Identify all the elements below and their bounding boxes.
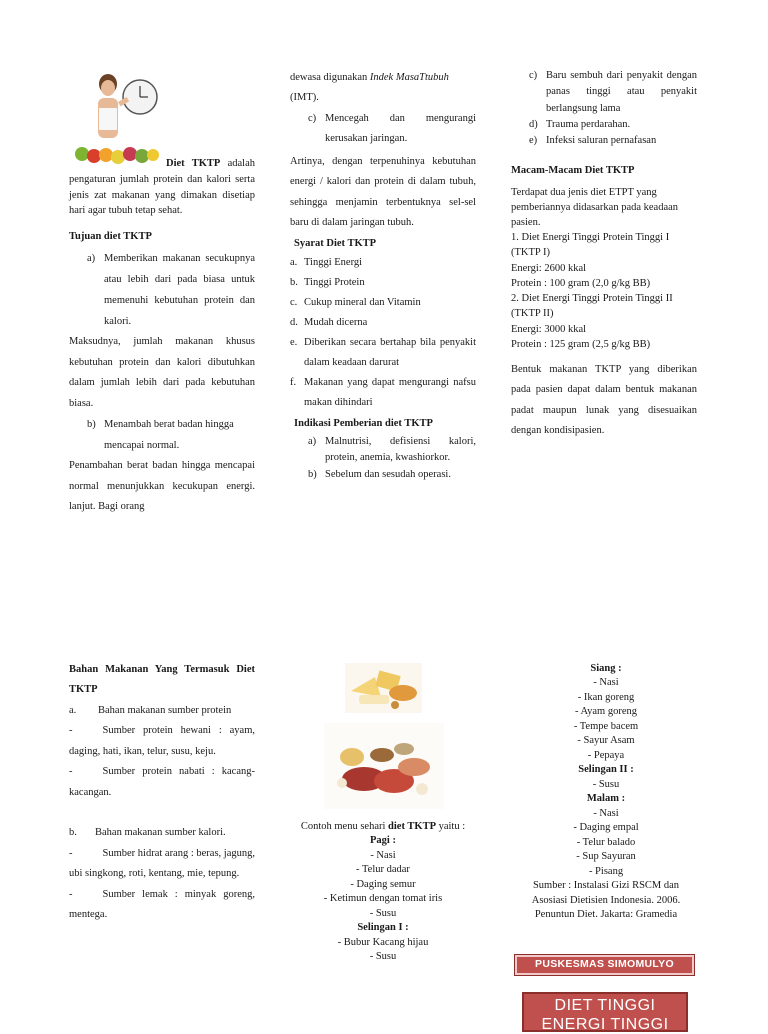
bahan-a-text: Bahan makanan sumber protein xyxy=(98,704,232,716)
item-c-text: Mencegah dan mengurangi kerusakan jaringan. xyxy=(325,112,476,145)
bahan-a1-text: Sumber protein hewani : ayam, daging, hati, ikan, telur, susu, keju. xyxy=(69,725,255,757)
menu-item: - Pepaya xyxy=(587,749,625,761)
list-marker: a. xyxy=(69,704,77,716)
bahan-b2 xyxy=(69,885,255,926)
list-item xyxy=(290,467,476,484)
bahan-b2-text: Sumber lemak : minyak goreng, mentega. xyxy=(69,888,255,921)
cover-title: DIET TINGGI ENERGI TINGGI xyxy=(522,992,688,1032)
list-item-text: Diberikan secara bertahap bila penyakit dalam keadaan darurat xyxy=(304,336,476,368)
imt-italic: Indek MasaTtubuh xyxy=(369,72,449,83)
list-marker: a) xyxy=(308,435,317,447)
macam-line: Energi: 2600 kkal xyxy=(511,262,587,274)
menu-item: - Ayam goreng xyxy=(574,706,638,718)
menu-item: - Susu xyxy=(592,778,620,790)
bahan-a1 xyxy=(69,721,255,762)
list-item xyxy=(511,68,697,117)
list-marker: c) xyxy=(308,112,317,124)
menu-item: - Telur dadar xyxy=(356,864,410,876)
siang-title: Siang : xyxy=(590,663,622,674)
siang-list xyxy=(510,676,702,763)
menu-item: - Daging semur xyxy=(350,878,416,890)
macam-line: Protein : 125 gram (2,5 g/kg BB) xyxy=(511,338,651,350)
list-item-text: Tinggi Energi xyxy=(304,256,363,268)
dash: - xyxy=(69,725,73,737)
tujuan-a-text: Memberikan makanan secukupnya atau lebih dari pada biasa untuk memenuhi kebutuhan protein dan kalori. xyxy=(104,253,255,328)
dash: - xyxy=(69,888,73,900)
list-marker: c) xyxy=(529,70,538,81)
list-marker: a. xyxy=(290,256,298,268)
imt-suffix: (IMT). xyxy=(290,92,319,104)
menu-item: - Pisang xyxy=(588,865,624,877)
menu-item: - Ikan goreng xyxy=(577,691,635,703)
bahan-a xyxy=(69,701,255,721)
menu-item: - Bubur Kacang hijau xyxy=(337,936,429,948)
list-marker: e. xyxy=(290,336,298,348)
indikasi-list xyxy=(290,434,476,484)
list-item xyxy=(290,313,476,333)
artinya-paragraph: Artinya, dengan terpenuhinya kebutuhan energi / kalori dan protein di dalam tubuh, sehingga menjamin terbentuknya sel-sel baru di dalam jaringan tubuh. xyxy=(290,155,476,229)
bahan-title: Bahan Makanan Yang Termasuk Diet TKTP xyxy=(69,664,255,696)
macam-title: Macam-Macam Diet TKTP xyxy=(511,165,635,177)
tujuan-item-a xyxy=(69,248,255,332)
list-marker: c. xyxy=(290,296,298,308)
macam-line: 1. Diet Energi Tinggi Protein Tinggi I (TKTP I) xyxy=(511,232,670,259)
list-marker: e) xyxy=(529,135,538,147)
puskesmas-badge: PUSKESMAS SIMOMULYO xyxy=(515,955,694,975)
indikasi-title: Indikasi Pemberian diet TKTP xyxy=(294,418,433,430)
menu-item: - Sup Sayuran xyxy=(576,851,636,863)
maksudnya-paragraph: Maksudnya, jumlah makanan khusus kebutuhan protein dan kalori dibutuhkan dalam jumlah lebih dari pada kebutuhan biasa. xyxy=(69,336,255,409)
item-c xyxy=(290,109,476,150)
list-marker: b. xyxy=(69,827,77,839)
contoh-bold: diet TKTP xyxy=(388,821,436,832)
penambahan-paragraph: Penambahan berat badan hingga mencapai normal menunjukkan kecukupan energi. lanjut. Bagi orang xyxy=(69,460,255,513)
selingan1-title: Selingan I : xyxy=(357,922,409,934)
macam-line: Protein : 100 gram (2,0 g/kg BB) xyxy=(511,277,651,289)
tujuan-item-b xyxy=(69,414,255,456)
intro-text: adalah pengaturan jumlah protein dan kalori serta jenis zat makanan yang dimakan disetiap hari agar tubuh tetap sehat. xyxy=(69,158,255,217)
list-item xyxy=(511,117,697,133)
list-item-text: Sebelum dan sesudah operasi. xyxy=(325,469,451,481)
column-2 xyxy=(290,68,476,484)
bahan-b xyxy=(69,823,255,843)
menu-item: - Daging empal xyxy=(573,822,639,834)
col3-list xyxy=(511,68,697,149)
list-marker: b) xyxy=(87,419,96,431)
tujuan-title: Tujuan diet TKTP xyxy=(69,231,152,242)
menu-item: - Nasi xyxy=(370,849,396,861)
bahan-a2 xyxy=(69,762,255,803)
malam-title: Malam : xyxy=(586,793,626,805)
list-item xyxy=(511,133,697,149)
tujuan-b-text: Menambah berat badan hingga mencapai normal. xyxy=(104,419,234,452)
list-item xyxy=(290,273,476,293)
list-item xyxy=(290,434,476,468)
list-item xyxy=(290,293,476,313)
syarat-title: Syarat Diet TKTP xyxy=(294,237,377,249)
menu-item: - Nasi xyxy=(593,677,619,689)
list-item-text: Baru sembuh dari penyakit dengan panas tinggi atau penyakit berlangsung lama xyxy=(546,70,697,114)
pagi-title: Pagi : xyxy=(370,835,396,847)
list-item-text: Tinggi Protein xyxy=(304,276,365,288)
list-marker: d. xyxy=(290,316,298,328)
menu-item: - Tempe bacem xyxy=(573,720,639,732)
malam-list xyxy=(510,807,702,879)
list-item-text: Trauma perdarahan. xyxy=(546,118,631,130)
bentuk-paragraph: Bentuk makanan TKTP yang diberikan pada pasien dapat dalam bentuk makanan padat maupun lunak yang disesuaikan dengan kondisipasien. xyxy=(511,363,697,437)
list-item xyxy=(290,333,476,373)
macam-line: Energi: 3000 kkal xyxy=(511,323,587,335)
contoh-line xyxy=(287,820,479,834)
column-5 xyxy=(287,820,479,965)
list-marker: b. xyxy=(290,276,298,288)
sumber-text: Sumber : Instalasi Gizi RSCM dan Asosiasi Dietisien Indonesia. 2006. Penuntun Diet. Jakarta: Gramedia xyxy=(531,880,681,921)
list-item xyxy=(290,253,476,273)
column-6 xyxy=(510,662,702,923)
list-marker: a) xyxy=(87,253,96,265)
meat-food-image xyxy=(324,723,444,809)
list-item-text: Makanan yang dapat mengurangi nafsu makan dihindari xyxy=(304,376,476,408)
contoh-suffix: yaitu : xyxy=(435,821,466,832)
list-item-text: Infeksi saluran pernafasan xyxy=(546,135,657,147)
list-item-text: Malnutrisi, defisiensi kalori, protein, anemia, kwashiorkor. xyxy=(325,435,476,464)
imt-paragraph xyxy=(290,68,476,109)
menu-item: - Telur balado xyxy=(576,836,636,848)
dash: - xyxy=(69,766,73,778)
intro-paragraph xyxy=(69,156,255,219)
list-item xyxy=(290,373,476,413)
selingan2-list xyxy=(510,778,702,792)
contoh-prefix: Contoh menu sehari xyxy=(300,821,389,832)
menu-item: - Susu xyxy=(369,951,397,963)
list-marker: d) xyxy=(529,118,538,130)
bahan-b1-text: Sumber hidrat arang : beras, jagung, ubi singkong, roti, kentang, mie, tepung. xyxy=(69,847,255,880)
list-marker: b) xyxy=(308,469,317,481)
column-4 xyxy=(69,660,255,926)
syarat-list xyxy=(290,253,476,413)
macam-lines xyxy=(511,185,697,352)
selingan2-title: Selingan II : xyxy=(578,764,634,776)
list-item-text: Cukup mineral dan Vitamin xyxy=(304,296,421,308)
bahan-b-text: Bahan makanan sumber kalori. xyxy=(95,827,226,839)
column-3 xyxy=(511,68,697,442)
woman-with-clock-image xyxy=(70,70,162,170)
list-item-text: Mudah dicerna xyxy=(304,316,368,328)
menu-item: - Ketimun dengan tomat iris xyxy=(323,893,443,905)
pagi-list xyxy=(287,849,479,921)
cheese-bread-image xyxy=(345,663,422,713)
macam-line: 2. Diet Energi Tinggi Protein Tinggi II (TKTP II) xyxy=(511,293,673,320)
bahan-b1 xyxy=(69,844,255,885)
menu-item: - Susu xyxy=(369,907,397,919)
column-1 xyxy=(69,156,255,518)
bahan-a2-text: Sumber protein nabati : kacang-kacangan. xyxy=(69,766,255,798)
intro-bold: Diet TKTP xyxy=(166,158,221,169)
menu-item: - Sayur Asam xyxy=(577,735,635,747)
list-marker: f. xyxy=(290,376,297,388)
macam-line: Terdapat dua jenis diet ETPT yang pemberiannya didasarkan pada keadaan pasien. xyxy=(511,186,679,228)
selingan1-list xyxy=(287,936,479,965)
dash: - xyxy=(69,847,73,859)
menu-item: - Nasi xyxy=(593,807,619,819)
imt-prefix: dewasa digunakan xyxy=(290,72,370,83)
